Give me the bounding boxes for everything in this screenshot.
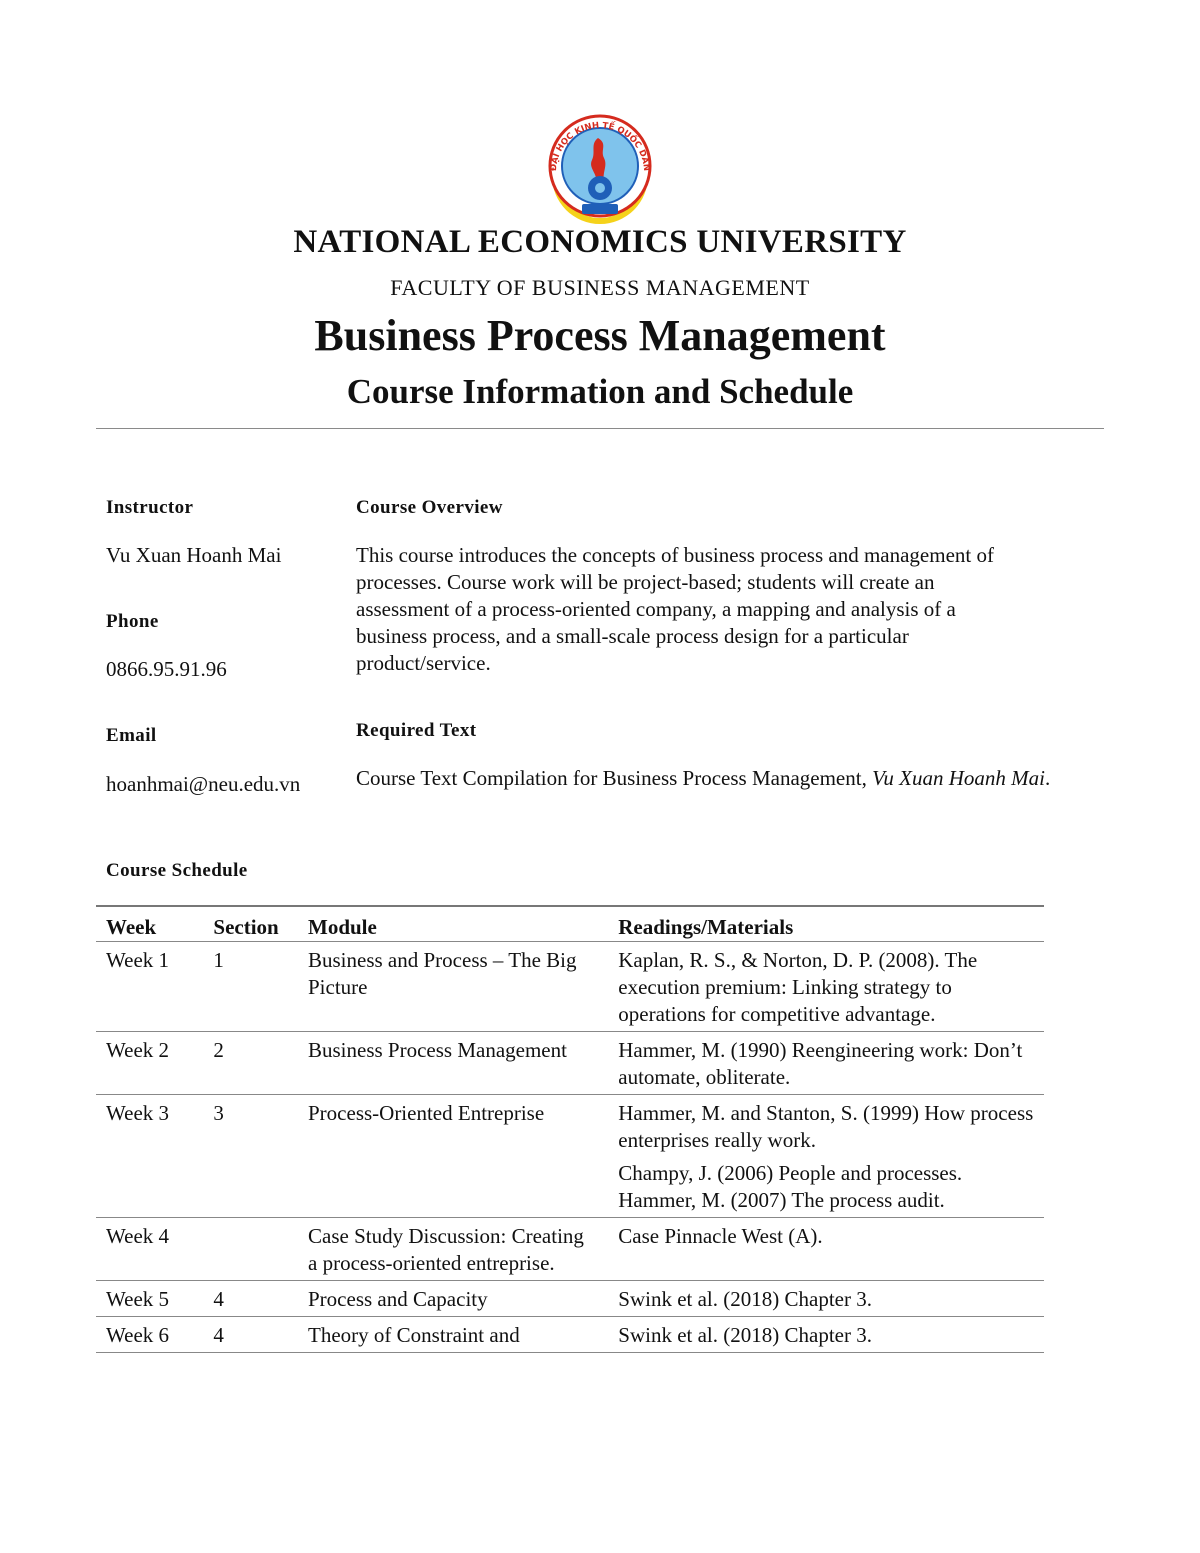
week-cell: Week 3 — [106, 1101, 170, 1125]
reading-item: Champy, J. (2006) People and processes. Hammer, M. (2007) The process audit. — [618, 1161, 963, 1212]
university-logo — [538, 108, 662, 224]
readings-cell — [608, 942, 1044, 1032]
module-cell: Business and Process – The Big Picture — [308, 948, 577, 999]
module-cell: Theory of Constraint and — [308, 1323, 520, 1347]
phone-label: Phone — [106, 611, 159, 632]
overview-line: assessment of a process-oriented company, a mapping and analysis of a — [356, 597, 956, 621]
col-module-header: Module — [308, 915, 377, 939]
overview-line: product/service. — [356, 651, 491, 675]
reading-item: Swink et al. (2018) Chapter 3. — [618, 1323, 872, 1347]
overview-line: business process, and a small-scale process design for a particular — [356, 624, 909, 648]
overview-text — [356, 542, 1096, 677]
col-week-header: Week — [106, 915, 157, 939]
email-value[interactable]: hoanhmai@neu.edu.vn — [106, 772, 301, 796]
course-subtitle: Course Information and Schedule — [346, 372, 854, 411]
readings-cell — [608, 1032, 1044, 1095]
university-seal-icon — [538, 108, 662, 224]
section-cell: 4 — [213, 1323, 224, 1347]
university-name: NATIONAL ECONOMICS UNIVERSITY — [293, 224, 907, 260]
table-row — [96, 942, 1044, 1032]
email-label: Email — [106, 725, 157, 746]
module-cell: Case Study Discussion: Creating a process-oriented entreprise. — [308, 1224, 584, 1275]
phone-value: 0866.95.91.96 — [106, 657, 227, 681]
reading-item: Case Pinnacle West (A). — [618, 1224, 823, 1248]
required-text-value — [356, 765, 1096, 792]
required-text-label: Required Text — [356, 720, 477, 741]
schedule-table — [96, 905, 1044, 1353]
reading-item: Swink et al. (2018) Chapter 3. — [618, 1287, 872, 1311]
table-row — [96, 1095, 1044, 1218]
readings-cell — [608, 1317, 1044, 1353]
table-row — [96, 1317, 1044, 1353]
col-section-header: Section — [213, 915, 279, 939]
reading-item: Hammer, M. and Stanton, S. (1999) How process enterprises really work. — [618, 1101, 1034, 1152]
faculty-name: FACULTY OF BUSINESS MANAGEMENT — [390, 275, 810, 300]
module-cell: Process-Oriented Entreprise — [308, 1101, 545, 1125]
reading-item: Kaplan, R. S., & Norton, D. P. (2008). The execution premium: Linking strategy to operations for competitive advantage. — [618, 948, 978, 1026]
overview-line: processes. Course work will be project-based; students will create an — [356, 570, 935, 594]
readings-cell — [608, 1281, 1044, 1317]
section-cell — [203, 1218, 298, 1281]
overview-label: Course Overview — [356, 497, 503, 518]
readings-cell — [608, 1095, 1044, 1218]
schedule-label: Course Schedule — [106, 860, 248, 881]
section-cell: 3 — [213, 1101, 224, 1125]
week-cell: Week 2 — [106, 1038, 170, 1062]
week-cell: Week 6 — [106, 1323, 170, 1347]
table-row — [96, 1032, 1044, 1095]
readings-cell — [608, 1218, 1044, 1281]
reading-item: Hammer, M. (1990) Reengineering work: Don’t automate, obliterate. — [618, 1038, 1023, 1089]
week-cell: Week 1 — [106, 948, 170, 972]
col-readings-header: Readings/Materials — [618, 915, 794, 939]
required-text-suffix: . — [1044, 766, 1051, 790]
module-cell: Business Process Management — [308, 1038, 567, 1062]
logo-arc-text: ĐẠI HỌC KINH TẾ QUỐC DÂN — [548, 120, 652, 172]
instructor-label: Instructor — [106, 497, 194, 518]
schedule-header-row — [96, 906, 1044, 942]
section-cell: 2 — [213, 1038, 224, 1062]
overview-line: This course introduces the concepts of business process and management of — [356, 543, 994, 567]
header-divider — [96, 428, 1104, 429]
module-cell: Process and Capacity — [308, 1287, 488, 1311]
course-title: Business Process Management — [314, 311, 886, 360]
table-row — [96, 1218, 1044, 1281]
section-cell: 1 — [213, 948, 224, 972]
section-cell: 4 — [213, 1287, 224, 1311]
required-text-title: Course Text Compilation for Business Process Management, — [356, 766, 873, 790]
week-cell: Week 5 — [106, 1287, 170, 1311]
week-cell: Week 4 — [106, 1224, 170, 1248]
required-text-author: Vu Xuan Hoanh Mai — [872, 766, 1045, 790]
instructor-name: Vu Xuan Hoanh Mai — [106, 543, 282, 567]
table-row — [96, 1281, 1044, 1317]
